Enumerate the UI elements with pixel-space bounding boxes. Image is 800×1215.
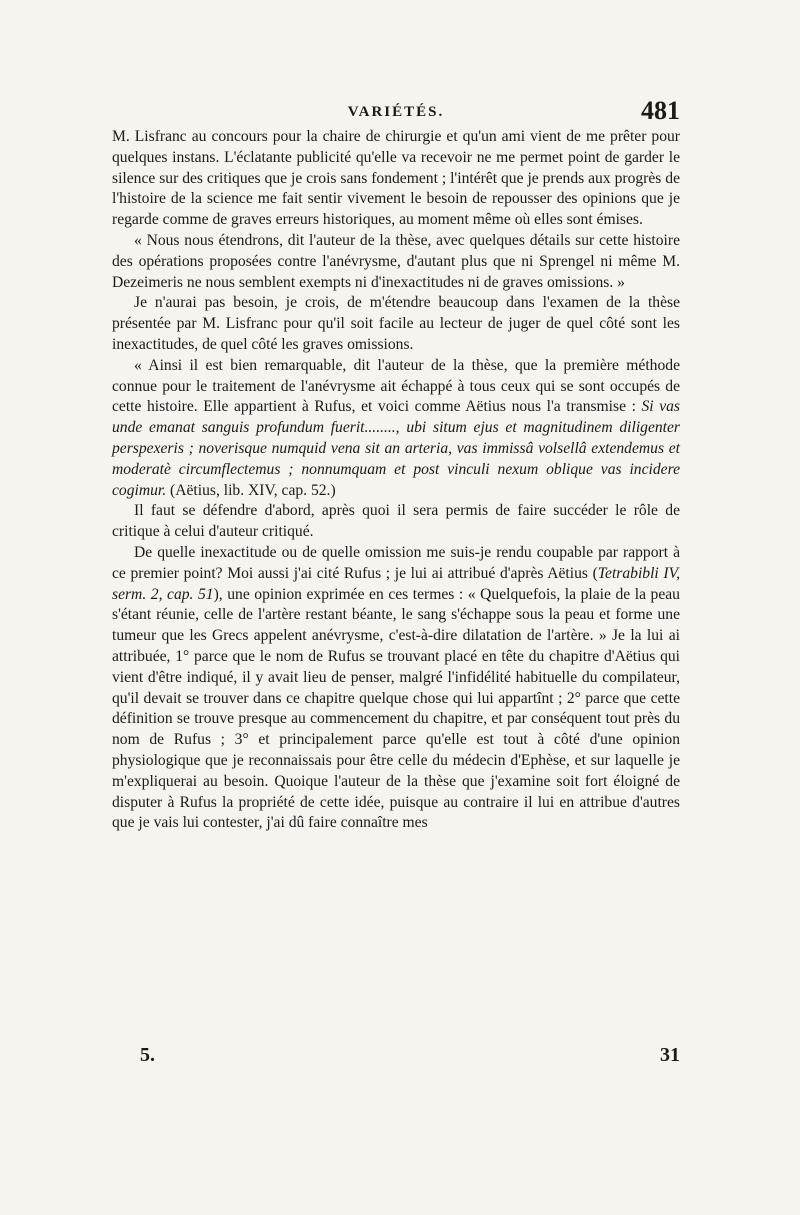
paragraph [112,543,680,834]
paragraph [112,501,680,543]
running-head [112,96,680,126]
page-footer [140,1044,680,1074]
text-run: « Nous nous étendrons, dit l'auteur de la thèse, avec quelques détails sur cette histoire des opérations proposées contre l'anévrysme, d'autant plus que ni Sprengel ni même M. Dezeimeris ne nous semblent exempts ni d'inexactitudes ni de graves omissions. » [112,231,680,291]
text-run: ), une opinion exprimée en ces termes : « Quelquefois, la plaie de la peau s'étant réunie, celle de l'artère restant béante, le sang s'échappe sous la peau et forme une tumeur que les Grecs appelent anévrysme, c'est-à-dire dilatation de l'artère. » Je la lui ai attribuée, 1° parce que le nom de Rufus se trouvant placé en tête du chapitre d'Aëtius qui vient d'être indiqué, il y avait lieu de penser, malgré l'infidélité habituelle du compilateur, qu'il devait se trouver dans ce chapitre quelque chose qui lui appartînt ; 2° parce que cette définition se trouve presque au commencement du chapitre, et par conséquent tout près du nom de Rufus ; 3° et principalement parce qu'elle est tout à côté d'une opinion physiologique que je reconnaissais pour être celle du médecin d'Ephèse, et sur laquelle je m'expliquerai au besoin. Quoique l'auteur de la thèse que j'examine soit fort éloigné de disputer à Rufus la propriété de cette idée, puisque au contraire il lui en attribue d'autres que je vais lui contester, j'ai dû faire connaître mes [112,585,680,832]
paragraph [112,231,680,293]
signature-mark: 5. [140,1044,155,1066]
text-run: « Ainsi il est bien remarquable, dit l'auteur de la thèse, que la première méthode connue pour le traitement de l'anévrysme ait échappé à tous ceux qui se sont occupés de cette histoire. Elle appartient à Rufus, et voici comme Aëtius nous l'a transmise : [112,356,680,416]
running-title: VARIÉTÉS. [347,104,445,120]
italic-quotation: Si vas unde emanat sanguis profundum fuerit........, ubi situm ejus et magnitudinem diligenter perspexeris ; noverisque numquid vena sit an arteria, vas immissâ volsellâ extendemus et moderatè circumflectemus ; nonnumquam et post vinculi nexum oblique vas incidere cogimur. [112,398,680,499]
paragraph [112,356,680,502]
paragraph [112,293,680,355]
signature-number: 31 [660,1044,680,1066]
text-run: (Aëtius, lib. XIV, cap. 52.) [166,481,336,499]
paragraph [112,127,680,231]
text-run: M. Lisfranc au concours pour la chaire de chirurgie et qu'un ami vient de me prêter pour quelques instans. L'éclatante publicité qu'elle va recevoir ne me permet point de garder le silence sur des critiques que je crois sans fondement ; l'intérêt que je prends aux progrès de l'histoire de la science me fait sentir vivement le besoin de repousser des opinions que je regarde comme de graves erreurs historiques, au moment même où elles sont émises. [112,128,680,229]
text-run: Il faut se défendre d'abord, après quoi il sera permis de faire succéder le rôle de critique à celui d'auteur critiqué. [112,502,680,541]
italic-quotation: Tetrabibli IV, serm. 2, cap. 51 [112,564,680,603]
page-number: 481 [641,96,680,125]
text-run: De quelle inexactitude ou de quelle omission me suis-je rendu coupable par rapport à ce premier point? Moi aussi j'ai cité Rufus ; je lui ai attribué d'après Aëtius ( [112,543,680,582]
text-run: Je n'aurai pas besoin, je crois, de m'étendre beaucoup dans l'examen de la thèse présentée par M. Lisfranc pour qu'il soit facile au lecteur de juger de quel côté sont les inexactitudes, de quel côté les graves omissions. [112,294,680,353]
body-text [112,127,680,834]
